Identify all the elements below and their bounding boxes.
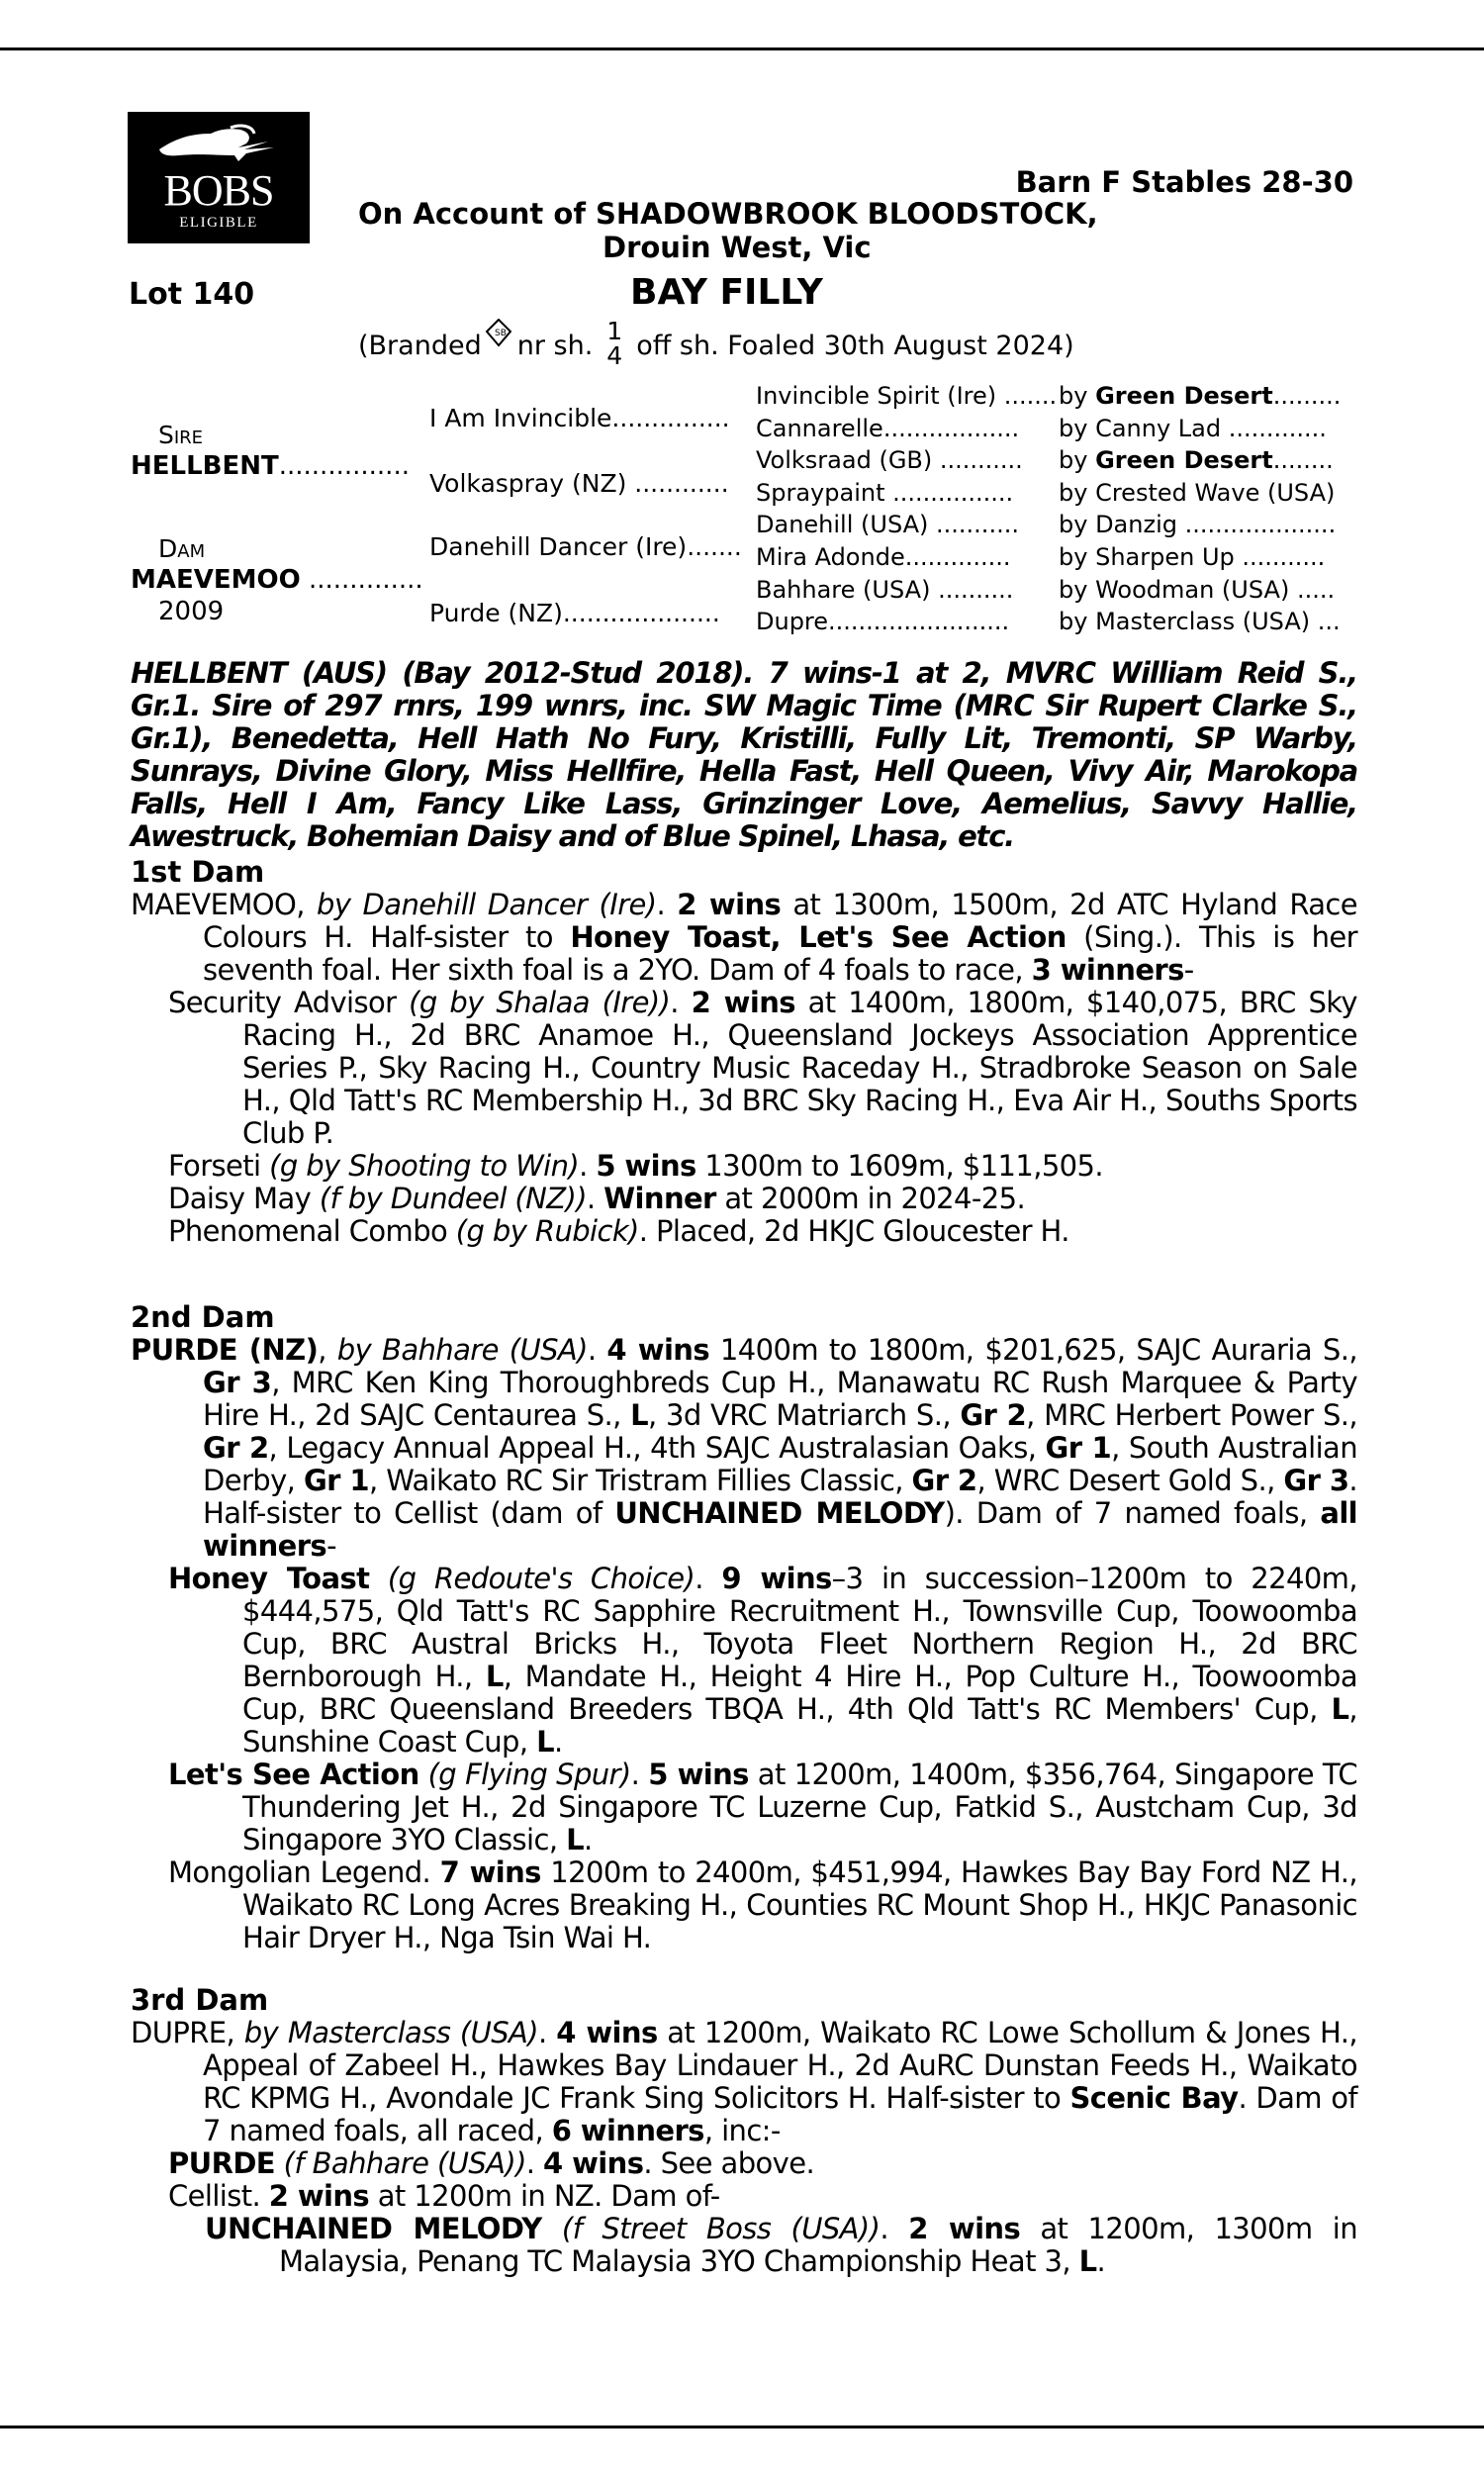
dam-year: 2009 [158,597,225,626]
text-run: . [586,1182,604,1215]
text-run: (g by Shooting to Win) [269,1149,580,1183]
text-run: - [1183,953,1194,987]
leader-dots: ... [1310,608,1341,636]
vendor-name: On Account of SHADOWBROOK BLOODSTOCK, [358,197,1098,231]
text-run: - [326,1529,336,1563]
foaled-date: off sh. Foaled 30th August 2024) [636,331,1074,361]
dam-entry [131,889,1357,987]
text-run: , Legacy Annual Appeal H., 4th SAJC Australasian Oaks, [268,1431,1046,1465]
leader-dots: ..... [1289,575,1336,604]
text-run: by Danehill Dancer (Ire) [317,888,657,921]
leader-dots: ........... [932,446,1023,475]
leader-dots: ........... [1234,543,1326,571]
leader-dots: ................ [278,451,410,481]
progeny-entry [168,1150,1357,1183]
leader-dots: ............... [611,404,730,432]
text-run: , WRC Desert Gold S., [976,1464,1284,1497]
text-run: , [318,1333,337,1367]
progeny-entry [168,1856,1357,1954]
text-run: –3 in succession–1200m to 2240m, $444,575, Qld Tatt's RC Sapphire Recruitment H., Townsville Cup, Toowoomba Cup, BRC Austral Bricks H., Toyota Fleet Northern Region H., 2d BRC Bernborough H., [242,1562,1357,1693]
branded-prefix: (Branded [358,331,482,361]
progeny-entry [205,2213,1357,2278]
text-run: (g Flying Spur) [427,1758,631,1791]
text-run: 2 wins [908,2212,1021,2245]
text-run: (g by Shalaa (Ire)) [409,986,671,1019]
progeny-entry [168,987,1357,1150]
dam-name: MAEVEMOO [131,565,301,595]
text-run: Daisy May [168,1182,320,1215]
gen3-sire-of [1059,576,1335,604]
text-run: Forseti [168,1149,270,1183]
text-run: , [296,888,318,921]
horse-head-icon [149,122,288,166]
text-run: Cellist. [168,2179,269,2213]
leader-dots: ....... [687,532,742,561]
gen3-ancestor [756,382,1057,410]
text-run: . [880,2212,909,2245]
text-run: L [485,1660,504,1693]
by-prefix: by [1059,446,1096,475]
leader-dots: ............ [626,469,729,498]
leader-dots: ................ [884,478,1014,507]
gen3-sire-name: Danzig [1095,511,1177,539]
text-run [369,1562,388,1595]
gen3-name: Volksraad (GB) [756,446,933,475]
text-run: at 1200m, Waikato RC Lowe Schollum & Jones H., Appeal of Zabeel H., Hawkes Bay Lindauer H., 2d AuRC Dunstan Feeds H., Waikato RC KPMG H., Avondale JC Frank Sing Solicitors H. Half-sister to [203,2016,1357,2115]
text-run: by Bahhare (USA) [336,1333,588,1367]
text-run: 9 wins [721,1562,832,1595]
text-run: at 1400m, 1800m, $140,075, BRC Sky Racing H., 2d BRC Anamoe H., Queensland Jockeys Association Apprentice Series P., Sky Racing H., Country Music Raceday H., Stradbroke Season on Sale H., Qld Tatt's RC Membership H., 3d BRC Sky Racing H., Eva Air H., Souths Sports Club P. [242,986,1357,1150]
fraction-denominator: 4 [606,340,623,370]
text-run: 4 wins [606,1333,710,1367]
leader-dots: ......... [1272,382,1342,410]
text-run: PURDE [168,2146,276,2180]
text-run: Gr 2 [911,1464,977,1497]
progeny-entry [168,1563,1357,1759]
gen3-sire-of [1059,543,1325,571]
leader-dots: ........................ [828,608,1010,636]
text-run: . [525,2146,544,2180]
text-run [275,2146,284,2180]
leader-dots: .......... [930,575,1014,604]
leader-dots: .............. [904,543,1011,571]
text-run: . Half-sister to Cellist (dam of [203,1464,1358,1530]
text-run: . [579,1149,597,1183]
sire-name-row [131,451,410,481]
text-run: 3 winners [1031,953,1184,987]
lot-number: Lot 140 [129,277,255,312]
text-run: 7 wins [439,1856,541,1889]
text-run: , South Australian Derby, [203,1431,1357,1497]
text-run: , Sunshine Coast Cup, [242,1692,1357,1759]
text-run: Winner [603,1182,716,1215]
gen3-name: Spraypaint [756,478,885,507]
progeny-entry [168,1183,1357,1215]
text-run: ). Dam of 7 named foals, [944,1496,1321,1530]
section-3 [131,1984,1357,2278]
gen3-sire-of [1059,446,1334,474]
gen3-sire-name: Masterclass (USA) [1095,608,1311,636]
svg-text:SB: SB [494,329,507,338]
gen3-ancestor [756,511,1019,538]
text-run: , 3d VRC Matriarch S., [648,1398,961,1432]
text-run: Honey Toast, Let's See Action [570,920,1067,954]
text-run: 2 wins [677,888,782,921]
leader-dots: ........ [1272,446,1334,475]
text-run: Let's See Action [168,1758,419,1791]
fraction-numerator: 1 [606,316,623,345]
by-prefix: by [1059,608,1096,636]
text-run: 1400m to 1800m, $201,625, SAJC Auraria S., [709,1333,1357,1367]
text-run: . See above. [643,2146,815,2180]
gen3-ancestor [756,608,1009,635]
bobs-eligible-logo [128,112,310,243]
text-run: L [566,1823,584,1856]
horse-title: BAY FILLY [630,272,823,313]
gen3-sire-of [1059,382,1341,410]
damsire-row [429,532,742,561]
text-run: Mongolian Legend. [168,1856,440,1889]
by-prefix: by [1059,382,1096,410]
gen3-name: Bahhare (USA) [756,575,931,604]
section-heading: 3rd Dam [131,1983,269,2017]
gen3-sire-of [1059,479,1335,507]
text-run: , MRC Ken King Thoroughbreds Cup H., Manawatu RC Rush Marquee & Party Hire H., 2d SAJC Centaurea S., [203,1366,1358,1432]
top-rule [0,48,1484,50]
brand-fraction [606,316,623,370]
dam-entry [131,2017,1357,2147]
section-heading: 2nd Dam [131,1300,275,1334]
text-run: . [538,2016,557,2049]
text-run: Gr 1 [1045,1431,1112,1465]
gen2-name: Volkaspray (NZ) [429,469,627,498]
dam-entry [131,1334,1357,1563]
logo-bobs-text: BOBS [163,166,274,215]
progeny-entry [168,1215,1357,1248]
gen3-name: Danehill (USA) [756,511,929,539]
brand-description [358,316,1074,372]
text-run: 2 wins [691,986,795,1019]
by-prefix: by [1059,575,1096,604]
second-dam-row [429,599,720,627]
gen3-sire-name: Green Desert [1095,446,1273,475]
sire-label: Sire [158,421,204,449]
gen3-name: Cannarelle [756,414,883,442]
leader-dots: .............. [308,565,423,595]
section-2 [131,1301,1357,1954]
brand-near-shoulder: nr sh. [516,331,594,361]
gen3-sire-name: Green Desert [1095,382,1273,410]
text-run: at 1200m in NZ. Dam of- [369,2179,720,2213]
gen3-sire-name: Canny Lad [1095,414,1222,442]
gen3-ancestor [756,479,1013,507]
text-run: Gr 3 [1283,1464,1349,1497]
text-run: . [1096,2244,1106,2278]
text-run: L [1078,2244,1097,2278]
text-run [419,1758,428,1791]
text-run: . [583,1823,593,1856]
sire-summary: HELLBENT (AUS) (Bay 2012-Stud 2018). 7 wins-1 at 2, MVRC William Reid S., Gr.1. Sire of 297 rnrs, 199 wnrs, inc. SW Magic Time (MRC Sir Rupert Clarke S., Gr.1), Benedetta, Hell Hath No Fury, Kristilli, Fully Lit, Tremonti, SP Warby, Sunrays, Divine Glory, Miss Hellfire, Hella Fast, Hell Queen, Vivy Air, Marokopa Falls, Hell I Am, Fancy Like Lass, Grinzinger Love, Aemelius, Savvy Hallie, Awestruck, Bohemian Daisy and of Blue Spinel, Lhasa, etc. [131,656,1357,853]
text-run: . [670,986,692,1019]
text-run: 4 wins [543,2146,644,2180]
text-run: Scenic Bay [1069,2081,1239,2115]
text-run: 4 wins [556,2016,658,2049]
grandsire-dam-row [429,469,729,498]
text-run: L [536,1725,554,1759]
text-run: , [226,2016,244,2049]
text-run: Gr 3 [203,1366,272,1399]
section-1 [131,856,1357,1248]
grandsire-row [429,404,730,432]
text-run: (Sing.). This is her seventh foal. Her sixth foal is a 2YO. Dam of 4 foals to race, [203,920,1357,987]
text-run: . [656,888,678,921]
text-run: . [587,1333,607,1367]
text-run: . [553,1725,563,1759]
text-run: . Dam of 7 named foals, all raced, [203,2081,1357,2147]
section-heading: 1st Dam [131,855,265,889]
leader-dots: ........... [928,511,1019,539]
text-run: Gr 1 [303,1464,369,1497]
text-run: at 1200m, 1300m in Malaysia, Penang TC Malaysia 3YO Championship Heat 3, [279,2212,1357,2278]
gen3-name: Invincible Spirit (Ire) [756,382,997,410]
gen3-ancestor [756,415,1019,442]
vendor-location: Drouin West, Vic [603,231,872,264]
gen3-ancestor [756,446,1023,474]
text-run: L [630,1398,649,1432]
progeny-entry [168,1759,1357,1856]
gen3-sire-name: Woodman (USA) [1095,575,1290,604]
logo-eligible-text: ELIGIBLE [179,215,258,231]
text-run: DUPRE [131,2016,227,2049]
text-run: at 2000m in 2024-25. [715,1182,1026,1215]
gen2-name: Purde (NZ) [429,599,563,627]
gen3-sire-name: Crested Wave (USA) [1095,478,1336,507]
text-run: . [695,1562,722,1595]
gen3-name: Mira Adonde [756,543,905,571]
text-run: all winners [203,1496,1357,1563]
leader-dots: .................... [1176,511,1337,539]
gen3-sire-of [1059,608,1341,635]
barn-location: Barn F Stables 28-30 [1015,165,1353,199]
gen3-ancestor [756,576,1013,604]
leader-dots: ....... [996,382,1058,410]
text-run: 2 wins [268,2179,370,2213]
progeny-entry [168,2147,1357,2180]
gen3-ancestor [756,543,1011,571]
text-run: 5 wins [648,1758,749,1791]
text-run: UNCHAINED MELODY [614,1496,945,1530]
gen2-name: Danehill Dancer (Ire) [429,532,688,561]
bottom-rule [0,2426,1484,2428]
text-run: 5 wins [596,1149,696,1183]
by-prefix: by [1059,511,1096,539]
gen3-sire-of [1059,415,1327,442]
text-run: . [630,1758,649,1791]
text-run: L [1331,1692,1349,1726]
gen3-sire-of [1059,511,1336,538]
text-run: , Waikato RC Sir Tristram Fillies Classic, [368,1464,912,1497]
by-prefix: by [1059,478,1096,507]
text-run: (g by Rubick) [455,1214,639,1248]
text-run: Phenomenal Combo [168,1214,456,1248]
text-run: . Placed, 2d HKJC Gloucester H. [638,1214,1069,1248]
text-run: (f by Dundeel (NZ)) [319,1182,587,1215]
text-run: 1300m to 1609m, $111,505. [696,1149,1103,1183]
leader-dots: .................... [562,599,720,627]
sire-name: HELLBENT [131,451,279,481]
gen2-name: I Am Invincible [429,404,612,432]
text-run: Gr 2 [203,1431,269,1465]
gen3-sire-name: Sharpen Up [1095,543,1235,571]
dam-label: Dam [158,534,206,563]
leader-dots: .................. [882,414,1020,442]
text-run: Gr 2 [960,1398,1027,1432]
text-run: 1200m to 2400m, $451,994, Hawkes Bay Bay Ford NZ H., Waikato RC Long Acres Breaking H., Counties RC Mount Shop H., HKJC Panasonic Hair Dryer H., Nga Tsin Wai H. [242,1856,1357,1954]
text-run: at 1300m, 1500m, 2d ATC Hyland Race Colours H. Half-sister to [203,888,1357,954]
by-prefix: by [1059,414,1096,442]
text-run: (f Street Boss (USA)) [561,2212,881,2245]
text-run: 6 winners [551,2114,704,2147]
text-run: Honey Toast [168,1562,370,1595]
text-run: , inc:- [703,2114,781,2147]
text-run: by Masterclass (USA) [243,2016,538,2049]
text-run: UNCHAINED MELODY [205,2212,542,2245]
text-run: PURDE (NZ) [131,1333,319,1367]
text-run: (g Redoute's Choice) [387,1562,696,1595]
brand-diamond-icon [486,319,511,344]
dam-name-row [131,565,423,595]
text-run: , Mandate H., Height 4 Hire H., Pop Culture H., Toowoomba Cup, BRC Queensland Breeders TBQA H., 4th Qld Tatt's RC Members' Cup, [242,1660,1357,1726]
text-run: Security Advisor [168,986,410,1019]
text-run: , MRC Herbert Power S., [1026,1398,1357,1432]
by-prefix: by [1059,543,1096,571]
text-run: at 1200m, 1400m, $356,764, Singapore TC Thundering Jet H., 2d Singapore TC Luzerne Cup, Fatkid S., Austcham Cup, 3d Singapore 3YO Classic, [242,1758,1357,1856]
gen3-name: Dupre [756,608,829,636]
text-run [542,2212,562,2245]
leader-dots: ............. [1221,414,1327,442]
progeny-entry [168,2180,1357,2213]
text-run: (f Bahhare (USA)) [283,2146,526,2180]
text-run: MAEVEMOO [131,888,297,921]
